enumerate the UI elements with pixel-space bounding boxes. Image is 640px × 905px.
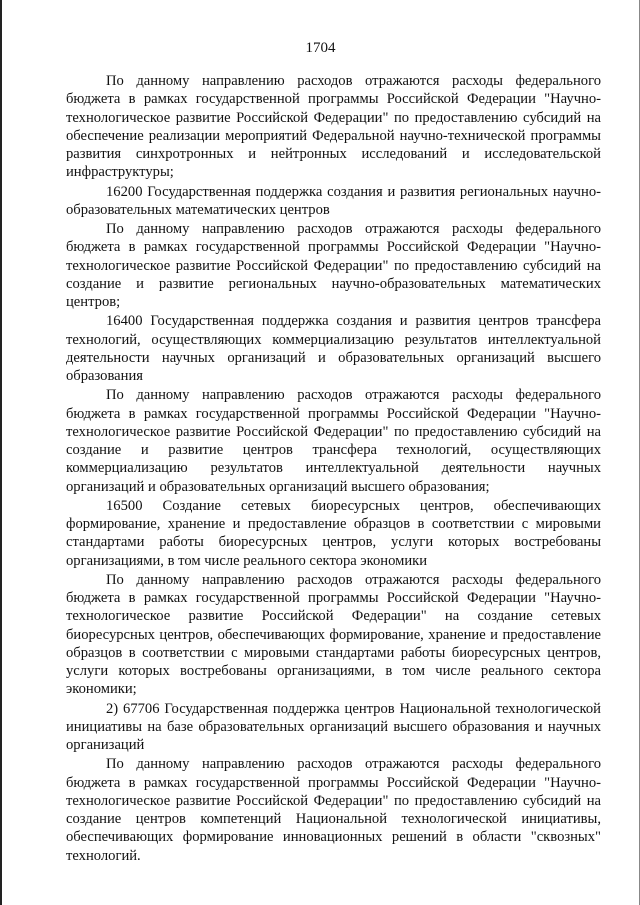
paragraph: По данному направлению расходов отражаются расходы федерального бюджета в рамках государственной программы Российской Федерации "Научно-технологическое развитие Российской Федерации" по предоставлению субсидий на создание и развитие региональных научно-образовательных математических центров;	[66, 221, 601, 310]
document-body	[66, 72, 601, 865]
page-number: 1704	[305, 40, 336, 56]
paragraph: По данному направлению расходов отражаются расходы федерального бюджета в рамках государственной программы Российской Федерации "Научно-технологическое развитие Российской Федерации" по предоставлению субсидий на обеспечение реализации мероприятий Федеральной научно-технической программы развития синхротронных и нейтронных исследований и исследовательской инфраструктуры;	[66, 73, 601, 181]
paragraph: 16400 Государственная поддержка создания и развития центров трансфера технологий, осуществляющих коммерциализацию результатов интеллектуальной деятельности научных организаций и образовательных организаций высшего образования	[66, 313, 601, 384]
paragraph: 16500 Создание сетевых биоресурсных центров, обеспечивающих формирование, хранение и предоставление образцов в соответствии с мировыми стандартами работы биоресурсных центров, услуги которых востребованы организациями, в том числе реального сектора экономики	[66, 497, 601, 569]
paragraph: 16200 Государственная поддержка создания и развития региональных научно-образовательных математических центров	[66, 183, 601, 218]
paragraph: По данному направлению расходов отражаются расходы федерального бюджета в рамках государственной программы Российской Федерации "Научно-технологическое развитие Российской Федерации" на создание сетевых биоресурсных центров, обеспечивающих формирование, хранение и предоставление образцов в соответствии с мировыми стандартами работы биоресурсных центров, услуги которых востребованы организациями, в том числе реального сектора экономики;	[66, 571, 601, 698]
paragraph: 2) 67706 Государственная поддержка центров Национальной технологической инициативы на базе образовательных организаций высшего образования и научных организаций	[66, 700, 601, 753]
paragraph: По данному направлению расходов отражаются расходы федерального бюджета в рамках государственной программы Российской Федерации "Научно-технологическое развитие Российской Федерации" по предоставлению субсидий на создание и развитие центров трансфера технологий, осуществляющих коммерциализацию результатов интеллектуальной деятельности научных организаций и образовательных организаций высшего образования;	[66, 387, 601, 495]
paragraph: По данному направлению расходов отражаются расходы федерального бюджета в рамках государственной программы Российской Федерации "Научно-технологическое развитие Российской Федерации" по предоставлению субсидий на создание центров компетенций Национальной технологической инициативы, обеспечивающих формирование инновационных решений в области "сквозных" технологий.	[66, 756, 601, 864]
